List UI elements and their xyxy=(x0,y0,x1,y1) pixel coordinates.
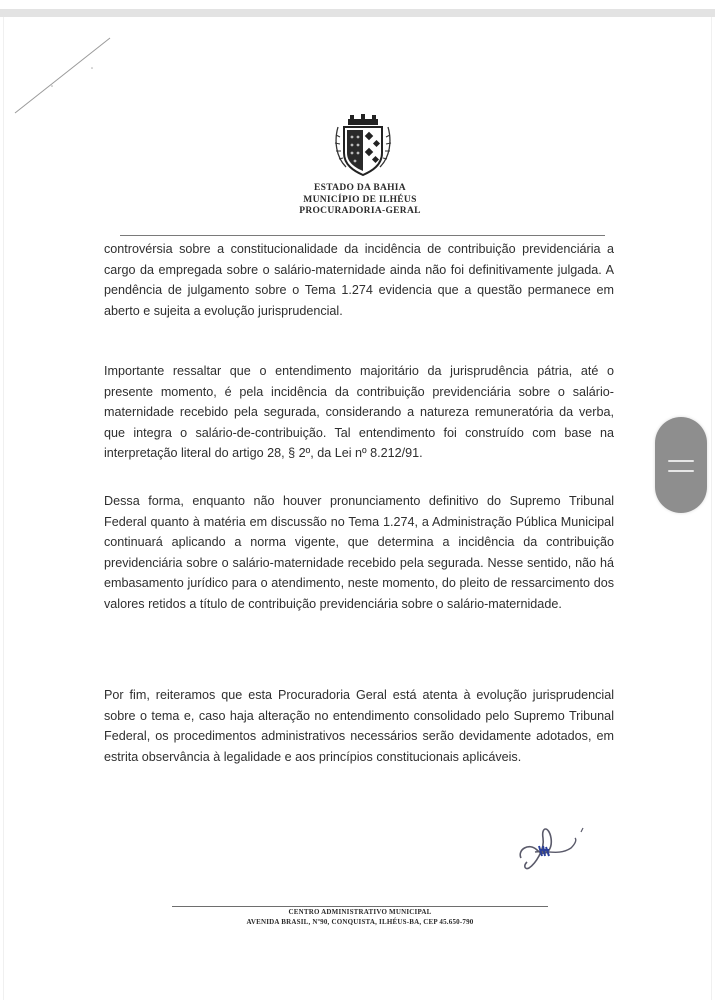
handwritten-signature xyxy=(515,820,600,875)
pen-stroke-line xyxy=(15,38,110,113)
letterhead-municipality: MUNICÍPIO DE ILHÉUS xyxy=(303,194,417,205)
scroll-handle[interactable] xyxy=(655,417,707,513)
pen-dot xyxy=(91,67,93,69)
letterhead xyxy=(260,183,460,218)
header-divider xyxy=(120,235,605,236)
pen-stroke-mark xyxy=(10,28,120,118)
paragraph-2: Importante ressaltar que o entendimento majoritário da jurisprudência pátria, até o presente momento, é pela incidência da contribuição previdenciária sobre o salário-maternidade recebido pela segurada, considerando a natureza remuneratória da verba, que integra o salário-de-contribuição. Tal entendimento foi construído com base na interpretação literal do artigo 28, § 2º, da Lei nº 8.212/91. xyxy=(104,364,614,461)
pen-dot xyxy=(51,85,53,87)
footer-line-1: CENTRO ADMINISTRATIVO MUNICIPAL xyxy=(288,908,432,916)
signature-tick xyxy=(581,828,583,832)
viewer-top-bar xyxy=(0,0,715,16)
letterhead-department: PROCURADORIA-GERAL xyxy=(299,206,421,216)
paragraph-4: Por fim, reiteramos que esta Procuradoria Geral está atenta à evolução jurisprudencial sobre o tema e, caso haja alteração no entendimento consolidado pelo Supremo Tribunal Federal, os procedimentos administrativos necessários serão devidamente adotados, em estrita observância à legalidade e aos princípios constitucionais aplicáveis. xyxy=(104,688,614,764)
paragraph-1: controvérsia sobre a constitucionalidade da incidência de contribuição previdenciária a cargo da empregada sobre o salário-maternidade ainda não foi definitivamente julgada. A pendência de julgamento sobre o Tema 1.274 evidencia que a questão permanece em aberto e sujeita a evolução jurisprudencial. xyxy=(104,242,614,318)
viewer-top-strip xyxy=(0,9,715,17)
paragraph-3: Dessa forma, enquanto não houver pronunciamento definitivo do Supremo Tribunal Federal quanto à matéria em discussão no Tema 1.274, a Administração Pública Municipal continuará aplicando a norma vigente, que determina a incidência da contribuição previdenciária sobre o salário-maternidade recebido pela segurada. Nesse sentido, não há embasamento jurídico para o atendimento, neste momento, do pleito de ressarcimento dos valores retidos a título de contribuição previdenciária sobre o salário-maternidade. xyxy=(104,494,614,611)
letterhead-state: ESTADO DA BAHIA xyxy=(314,183,406,193)
footer-address xyxy=(172,907,548,927)
municipal-coat-of-arms-icon xyxy=(330,113,396,179)
footer-line-2: AVENIDA BRASIL, Nº90, CONQUISTA, ILHÉUS-BA, CEP 45.650-790 xyxy=(246,918,474,926)
